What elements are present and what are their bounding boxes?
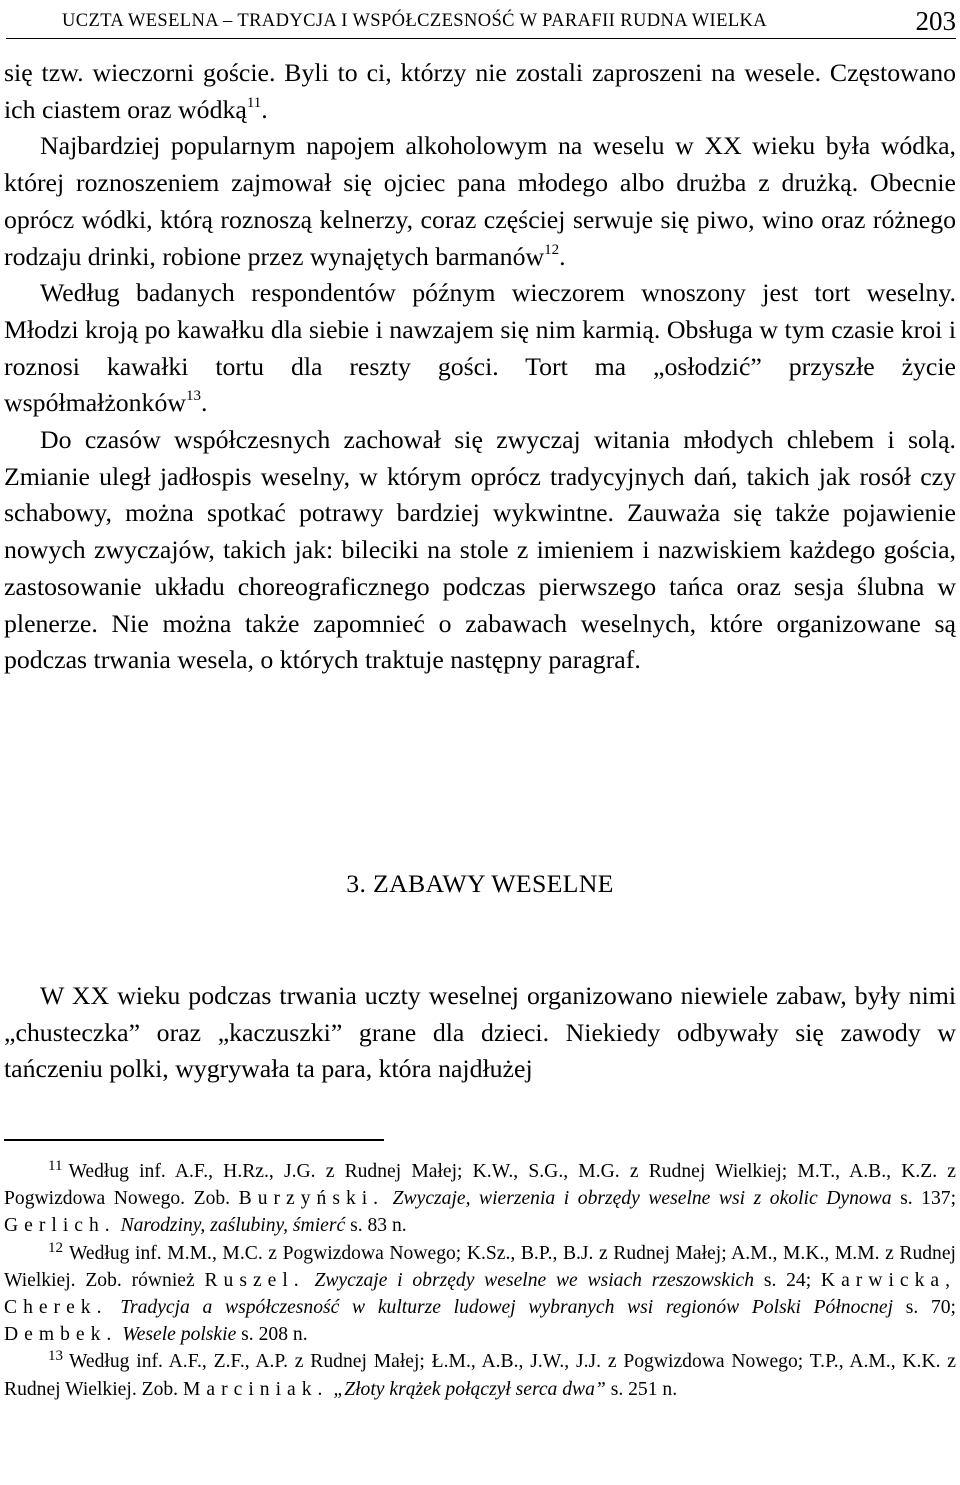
running-header (6, 0, 956, 39)
running-title: UCZTA WESELNA – TRADYCJA I WSPÓŁCZESNOŚĆ W PARAFII RUDNA WIELKA (62, 11, 768, 31)
section-heading: 3. ZABAWY WESELNE (346, 869, 614, 898)
footnote-rule (4, 1139, 384, 1141)
paragraph-guests: się tzw. wieczorni goście. Byli to ci, którzy nie zostali zaproszeni na wesele. Częstowano ich ciastem oraz wódką$^{11}$. (4, 58, 956, 124)
footnote-12: $^{12}$ Według inf. M.M., M.C. z Pogwizdowa Nowego; K.Sz., B.P., B.J. z Rudnej Małej; A.M., M.K., M.M. z Rudnej Wielkiej. Zob. również Ruszel. Zwyczaje i obrzędy weselne we wsiach rzeszowskich s. 24; Karwicka, Cherek. Tradycja a współczesność w kulturze ludowej wybranych wsi regionów Polski Północnej s. 70; Dembek. Wesele polskie s. 208 n. (4, 1239, 956, 1346)
footnote-ref-11[interactable]: 11 (246, 94, 262, 111)
paragraph-cake: Według badanych respondentów późnym wieczorem wnoszony jest tort weselny. Młodzi kroją po kawałku dla siebie i nawzajem się nim karmią. Obsługa w tym czasie kroi i roznosi kawałki tortu dla reszty gości. Tort ma „osłodzić” przyszłe życie współmałżonków$^{13}$. (4, 278, 956, 418)
footnote-ref-12[interactable]: 12 (544, 241, 560, 258)
paragraph-drinks: Najbardziej popularnym napojem alkoholowym na weselu w XX wieku była wódka, której roznoszeniem zajmował się ojciec pana młodego albo drużba z drużką. Obecnie oprócz wódki, którą roznoszą kelnerzy, coraz częściej serwuje się piwo, wino oraz różnego rodzaju drinki, robione przez wynajętych barmanów$^{12}$. (4, 131, 956, 271)
main-text-top (4, 55, 956, 679)
main-text-section (4, 978, 956, 1088)
paragraph-customs: Do czasów współczesnych zachował się zwyczaj witania młodych chlebem i solą. Zmianie uległ jadłospis weselny, w którym oprócz tradycyjnych dań, takich jak rosół czy schabowy, można spotkać potrawy bardziej wykwintne. Zauważa się także pojawienie nowych zwyczajów, takich jak: bileciki na stole z imieniem i nazwiskiem każdego gościa, zastosowanie układu choreograficznego podczas pierwszego tańca oraz sesja ślubna w plenerze. Nie można także zapomnieć o zabawach weselnych, które organizowane są podczas trwania wesela, o których traktuje następny paragraf. (4, 425, 956, 675)
footnotes (4, 1158, 956, 1403)
page-number: 203 (915, 6, 956, 36)
footnote-ref-13[interactable]: 13 (186, 388, 201, 405)
footnote-13: $^{13}$ Według inf. A.F., Z.F., A.P. z Rudnej Małej; Ł.M., A.B., J.W., J.J. z Pogwizdowa Nowego; T.P., A.M., K.K. z Rudnej Wielkiej. Zob. Marciniak. „Złoty krążek połączył serca dwa” s. 251 n. (4, 1348, 956, 1400)
footnote-11: $^{11}$ Według inf. A.F., H.Rz., J.G. z Rudnej Małej; K.W., S.G., M.G. z Rudnej Wielkiej; M.T., A.B., K.Z. z Pogwizdowa Nowego. Zob. Burzyński. Zwyczaje, wierzenia i obrzędy weselne wsi z okolic Dynowa s. 137; Gerlich. Narodziny, zaślubiny, śmierć s. 83 n. (4, 1158, 957, 1237)
paragraph-games: W XX wieku podczas trwania uczty weselnej organizowano niewiele zabaw, były nimi „chusteczka” oraz „kaczuszki” grane dla dzieci. Niekiedy odbywały się zawody w tańczeniu polki, wygrywała ta para, która najdłużej (4, 981, 956, 1084)
